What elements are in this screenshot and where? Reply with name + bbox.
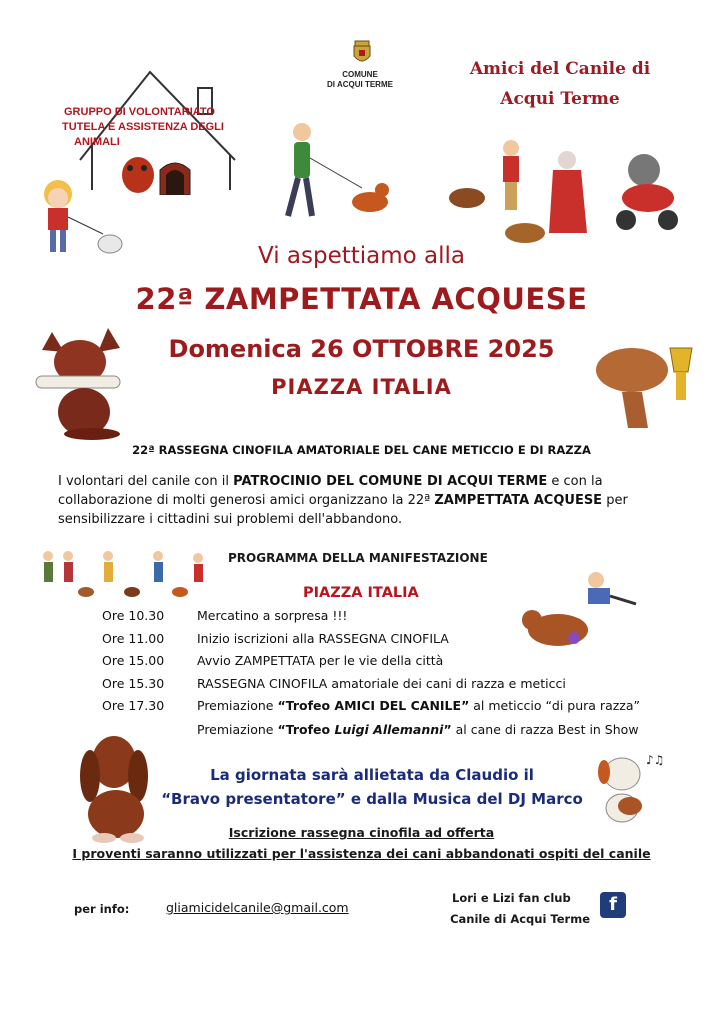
schedule-item: Premiazione “Trofeo Luigi Allemanni” al cane di razza Best in Show [197,722,639,737]
schedule-item: Ore 10.30 Mercatino a sorpresa !!! [102,608,348,623]
registration-note: Iscrizione rassegna cinofila ad offerta [228,825,495,840]
schedule-item: Ore 17.30 Premiazione “Trofeo AMICI DEL CANILE” al meticcio “di pura razza” [102,698,640,713]
comune-crest [334,40,390,66]
schedule-item: Ore 15.00 Avvio ZAMPETTATA per le vie della città [102,653,444,668]
group-logo-text: GRUPPO DI VOLONTARIATO TUTELA E ASSISTENZA DEGLI ANIMALI [62,106,224,148]
intro-event-name: ZAMPETTATA ACQUESE [434,493,603,508]
amici-canile-title: Amici del Canile di Acqui Terme [469,59,651,109]
walkers-row-icon [38,548,208,600]
schedule-item: Ore 15.30 RASSEGNA CINOFILA amatoriale dei cani di razza e meticci [102,675,566,691]
proceeds-note: I proventi saranno utilizzati per l'assistenza dei cani abbandonati ospiti del canile [72,846,651,861]
family-walking-dogs-illustration [445,138,605,248]
fan-club-label: Lori e Lizi fan club Canile di Acqui Terme [450,891,590,926]
intro-paragraph: I volontari del canile con il PATROCINIO DEL COMUNE DI ACQUI TERME e con la collaborazione di molti generosi amici organizzano la 22ª ZAMPETTATA ACQUESE per sensibilizzare i cittadini sui problemi dell'abbandono. [58,474,628,527]
scooter-dog-icon [608,150,688,235]
walkers-row-illustration [38,548,208,600]
invite-line: Vi aspettiamo alla [257,243,466,269]
facebook-icon[interactable]: f [600,892,626,918]
info-label: per info: [74,902,130,916]
entertainment-note: La giornata sarà allietata da Claudio il “Bravo presentatore” e dalla Musica del DJ Marco [161,766,583,808]
program-location: PIAZZA ITALIA [303,585,419,601]
rassegna-title: 22ª RASSEGNA CINOFILA AMATORIALE DEL CANE METICCIO E DI RAZZA [132,443,591,457]
man-walking-dog-icon [272,118,397,226]
event-date: Domenica 26 OTTOBRE 2025 [168,335,555,363]
event-place: PIAZZA ITALIA [271,375,452,399]
program-heading: PROGRAMMA DELLA MANIFESTAZIONE [228,551,488,565]
schedule-list [102,608,702,746]
intro-patrocinio: PATROCINIO DEL COMUNE DI ACQUI TERME [233,474,548,489]
comune-crest-icon [351,40,373,66]
svg-text:♪♫: ♪♫ [646,753,664,767]
man-walking-dog-illustration [272,118,397,226]
contact-email[interactable]: gliamicidelcanile@gmail.com [166,900,349,915]
family-walking-dogs-icon [445,138,605,248]
schedule-item: Ore 11.00 Inizio iscrizioni alla RASSEGNA CINOFILA [102,630,449,646]
scooter-dog-illustration [608,150,688,235]
guitar-dog-illustration [584,750,664,830]
event-title: 22ª ZAMPETTATA ACQUESE [135,282,588,316]
comune-label: COMUNE DI ACQUI TERME [327,70,393,89]
guitar-dog-icon [584,750,664,830]
